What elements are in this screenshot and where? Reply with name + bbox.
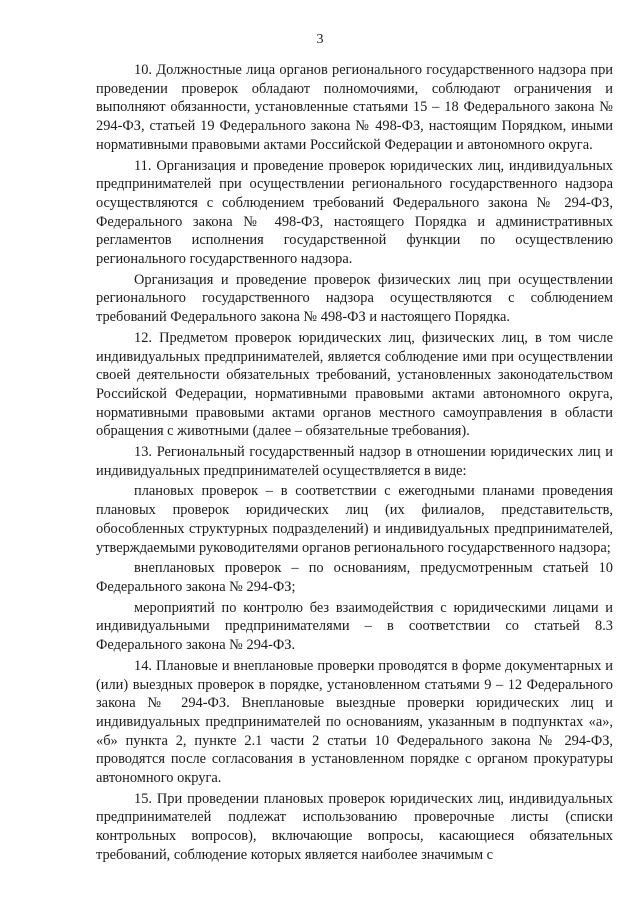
document-body xyxy=(96,61,613,867)
paragraph-13-no-interaction: мероприятий по контролю без взаимодействия с юридическими лицами и индивидуальными предпринимателями – в соответствии со статьей 8.3 Федерального закона № 294-ФЗ. xyxy=(96,599,613,654)
page-number: 3 xyxy=(316,32,324,47)
paragraph-12: 12. Предметом проверок юридических лиц, физических лиц, в том числе индивидуальных предпринимателей, является соблюдение ими при осуществлении своей деятельности обязательных требований, установленных законодательством Российской Федерации, нормативными правовыми актами автономного округа, нормативными правовыми актами органов местного самоуправления в области обращения с животными (далее – обязательные требования). xyxy=(96,329,613,440)
paragraph-11-individuals: Организация и проведение проверок физических лиц при осуществлении регионального государственного надзора осуществляются с соблюдением требований Федерального закона № 498-ФЗ и настоящего Порядка. xyxy=(96,271,613,326)
paragraph-14: 14. Плановые и внеплановые проверки проводятся в форме документарных и (или) выездных проверок в порядке, установленном статьями 9 – 12 Федерального закона № 294-ФЗ. Внеплановые выездные проверки юридических лиц и индивидуальных предпринимателей по основаниям, указанным в подпунктах «а», «б» пункта 2, пункте 2.1 части 2 статьи 10 Федерального закона № 294-ФЗ, проводятся после согласования в установленном порядке с органом прокуратуры автономного округа. xyxy=(96,657,613,787)
paragraph-13: 13. Региональный государственный надзор в отношении юридических лиц и индивидуальных предпринимателей осуществляется в виде: xyxy=(96,444,613,479)
paragraph-13-planned: плановых проверок – в соответствии с ежегодными планами проведения плановых проверок юридических лиц (их филиалов, представительств, обособленных структурных подразделений) и индивидуальных предпринимателей, утверждаемыми руководителями органов регионального государственного надзора; xyxy=(96,483,613,556)
paragraph-15: 15. При проведении плановых проверок юридических лиц, индивидуальных предпринимателей подлежат использованию проверочные листы (списки контрольных вопросов), включающие вопросы, касающиеся обязательных требований, соблюдение которых является наиболее значимым с xyxy=(96,790,613,863)
paragraph-13-unplanned: внеплановых проверок – по основаниям, предусмотренным статьей 10 Федерального закона № 294-ФЗ; xyxy=(96,560,613,595)
paragraph-11: 11. Организация и проведение проверок юридических лиц, индивидуальных предпринимателей при осуществлении регионального государственного надзора осуществляются с соблюдением требований Федерального закона № 294-ФЗ, Федерального закона № 498-ФЗ, настоящего Порядка и административных регламентов исполнения государственной функции по осуществлению регионального государственного надзора. xyxy=(96,157,613,268)
paragraph-10: 10. Должностные лица органов регионального государственного надзора при проведении проверок обладают полномочиями, соблюдают ограничения и выполняют обязанности, установленные статьями 15 – 18 Федерального закона № 294-ФЗ, статьей 19 Федерального закона № 498-ФЗ, настоящим Порядком, иными нормативными правовыми актами Российской Федерации и автономного округа. xyxy=(96,62,613,153)
